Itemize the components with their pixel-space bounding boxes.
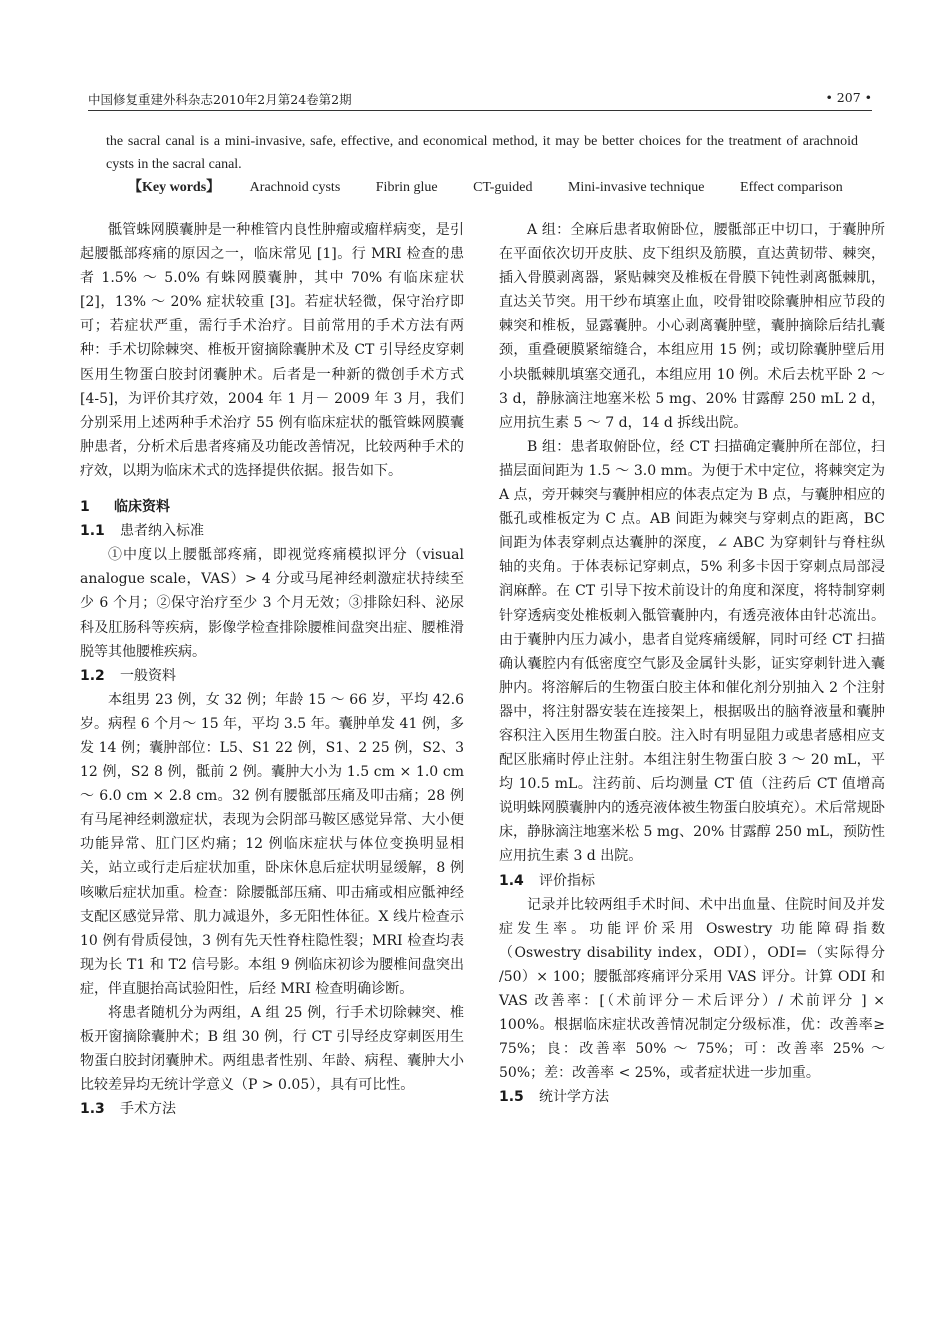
subsection-heading — [499, 1085, 885, 1109]
subsection-number: 1.3 — [80, 1101, 105, 1118]
body-paragraph: ①中度以上腰骶部疼痛，即视觉疼痛模拟评分（visual analogue scale，VAS）> 4 分或马尾神经刺激症状持续至少 6 个月；②保守治疗至少 3 个月无效；③排除妇科、泌尿科及肛肠科等疾病，影像学检查排除腰椎间盘突出症、腰椎滑脱等其他腰椎疾病。 — [80, 547, 464, 660]
running-header — [88, 88, 872, 111]
section-heading — [80, 495, 464, 519]
keyword: Arachnoid cysts — [249, 180, 341, 195]
keyword: CT-guided — [473, 180, 533, 195]
subsection-heading — [499, 869, 885, 893]
subsection-number: 1.1 — [80, 523, 105, 540]
subsection-number: 1.4 — [499, 872, 524, 889]
body-paragraph: 本组男 23 例，女 32 例；年龄 15 ～ 66 岁，平均 42.6 岁。病程 6 个月～ 15 年，平均 3.5 年。囊肿单发 41 例，多发 14 例；囊肿部位：L5、S1 22 例，S1、2 25 例，S2、3 12 例，S2 8 例，骶前 2 例。囊肿大小为 1.5 cm × 1.0 cm ～ 6.0 cm × 2.8 cm。32 例有腰骶部压痛及叩击痛；28 例有马尾神经刺激症状，表现为会阴部马鞍区感觉异常、大小便功能异常、肛门区灼痛；12 例临床症状与体位变换明显相关，站立或行走后症状加重，卧床休息后症状明显缓解，8 例咳嗽后症状加重。检查：除腰骶部压痛、叩击痛或相应骶神经支配区感觉异常、肌力减退外，多无阳性体征。X 线片检查示 10 例有骨质侵蚀，3 例有先天性脊柱隐性裂；MRI 检查均表现为长 T1 和 T2 信号影。本组 9 例临床初诊为腰椎间盘突出症，伴直腿抬高试验阳性，后经 MRI 检查明确诊断。 — [80, 691, 464, 997]
right-column — [499, 218, 885, 1109]
keyword: Fibrin glue — [375, 180, 438, 195]
body-paragraph: 记录并比较两组手术时间、术中出血量、住院时间及并发症发生率。功能评价采用 Oswestry 功能障碍指数（Oswestry disability index，ODI），ODI=（实际得分 /50）× 100；腰骶部疼痛评分采用 VAS 评分。计算 ODI 和 VAS 改善率：[（术前评分－术后评分）/ 术前评分 ] × 100%。根据临床症状改善情况制定分级标准，优：改善率≥ 75%；良：改善率 50% ～ 75%；可：改善率 25% ～ 50%；差：改善率 < 25%，或者症状进一步加重。 — [499, 896, 885, 1082]
subsection-heading — [80, 664, 464, 688]
abstract-tail: the sacral canal is a mini-invasive, safe, effective, and economical method, it may be better choices for the treatment of arachnoid cysts in the sacral canal. — [106, 134, 858, 172]
page-number: • 207 • — [825, 90, 872, 105]
intro-paragraph: 骶管蛛网膜囊肿是一种椎管内良性肿瘤或瘤样病变，是引起腰骶部疼痛的原因之一，临床常见 [1]。行 MRI 检查的患者 1.5% ～ 5.0% 有蛛网膜囊肿，其中 70% 有临床症状 [2]，13% ～ 20% 症状较重 [3]。若症状轻微，保守治疗即可；若症状严重，需行手术治疗。目前常用的手术方法有两种：手术切除棘突、椎板开窗摘除囊肿术及 CT 引导经皮穿刺医用生物蛋白胶封闭囊肿术。后者是一种新的微创手术方式 [4-5]，为评价其疗效，2004 年 1 月－ 2009 年 3 月，我们分别采用上述两种手术治疗 55 例有临床症状的骶管蛛网膜囊肿患者，分析术后患者疼痛及功能改善情况，比较两种手术的疗效，以期为临床术式的选择提供依据。报告如下。 — [80, 222, 464, 479]
journal-title: 中国修复重建外科杂志2010年2月第24卷第2期 — [88, 92, 352, 107]
subsection-heading — [80, 1097, 464, 1121]
subsection-title: 评价指标 — [539, 872, 595, 889]
subsection-title: 一般资料 — [120, 667, 176, 684]
keywords-label: 【Key words】 — [128, 180, 221, 195]
body-paragraph: 将患者随机分为两组，A 组 25 例，行手术切除棘突、椎板开窗摘除囊肿术；B 组 30 例，行 CT 引导经皮穿刺医用生物蛋白胶封闭囊肿术。两组患者性别、年龄、病程、囊肿大小比较差异均无统计学意义（P > 0.05），具有可比性。 — [80, 1005, 464, 1094]
section-number: 1 — [80, 499, 90, 516]
subsection-number: 1.5 — [499, 1089, 524, 1106]
keyword: Mini-invasive technique — [567, 180, 705, 195]
subsection-title: 患者纳入标准 — [120, 523, 204, 540]
body-paragraph: A 组：全麻后患者取俯卧位，腰骶部正中切口，于囊肿所在平面依次切开皮肤、皮下组织及筋膜，直达黄韧带、棘突，插入骨膜剥离器，紧贴棘突及椎板在骨膜下钝性剥离骶棘肌，直达关节突。用干纱布填塞止血，咬骨钳咬除囊肿相应节段的棘突和椎板，显露囊肿。小心剥离囊肿壁，囊肿摘除后结扎囊颈，重叠硬膜紧缩缝合，本组应用 15 例；或切除囊肿壁后用小块骶棘肌填塞交通孔，本组应用 10 例。术后去枕平卧 2 ～ 3 d，静脉滴注地塞米松 5 mg、20% 甘露醇 250 mL 2 d，应用抗生素 5 ～ 7 d，14 d 拆线出院。 — [499, 222, 885, 431]
body-paragraph: B 组：患者取俯卧位，经 CT 扫描确定囊肿所在部位，扫描层面间距为 1.5 ～ 3.0 mm。为便于术中定位，将棘突定为 A 点，旁开棘突与囊肿相应的体表点定为 B 点，与囊肿相应的骶孔或椎板定为 C 点。AB 间距为棘突与穿刺点的距离，BC 间距为体表穿刺点达囊肿的深度，∠ ABC 为穿刺针与脊柱纵轴的夹角。于体表标记穿刺点，5% 利多卡因于穿刺点局部浸润麻醉。在 CT 引导下按术前设计的角度和深度，将特制穿刺针穿透病变处椎板刺入骶管囊肿内，有透亮液体由针芯流出。由于囊肿内压力减小，患者自觉疼痛缓解，同时可经 CT 扫描确认囊腔内有低密度空气影及金属针头影，证实穿刺针进入囊肿内。将溶解后的生物蛋白胶主体和催化剂分别抽入 2 个注射器中，将注射器安装在连接架上，根据吸出的脑脊液量和囊肿容积注入医用生物蛋白胶。注入时有明显阻力或患者感相应支配区胀痛时停止注射。本组注射生物蛋白胶 3 ～ 20 mL，平均 10.5 mL。注药前、后均测量 CT 值（注药后 CT 值增高说明蛛网膜囊肿内的透亮液体被生物蛋白胶填充）。术后常规卧床，静脉滴注地塞米松 5 mg、20% 甘露醇 250 mL，预防性应用抗生素 3 d 出院。 — [499, 438, 885, 865]
subsection-heading — [80, 519, 464, 543]
subsection-title: 统计学方法 — [539, 1089, 609, 1106]
keywords-line — [128, 176, 875, 196]
left-column — [80, 218, 464, 1121]
subsection-title: 手术方法 — [120, 1101, 176, 1118]
keyword: Effect comparison — [739, 180, 843, 195]
section-title: 临床资料 — [114, 499, 170, 516]
subsection-number: 1.2 — [80, 667, 105, 684]
